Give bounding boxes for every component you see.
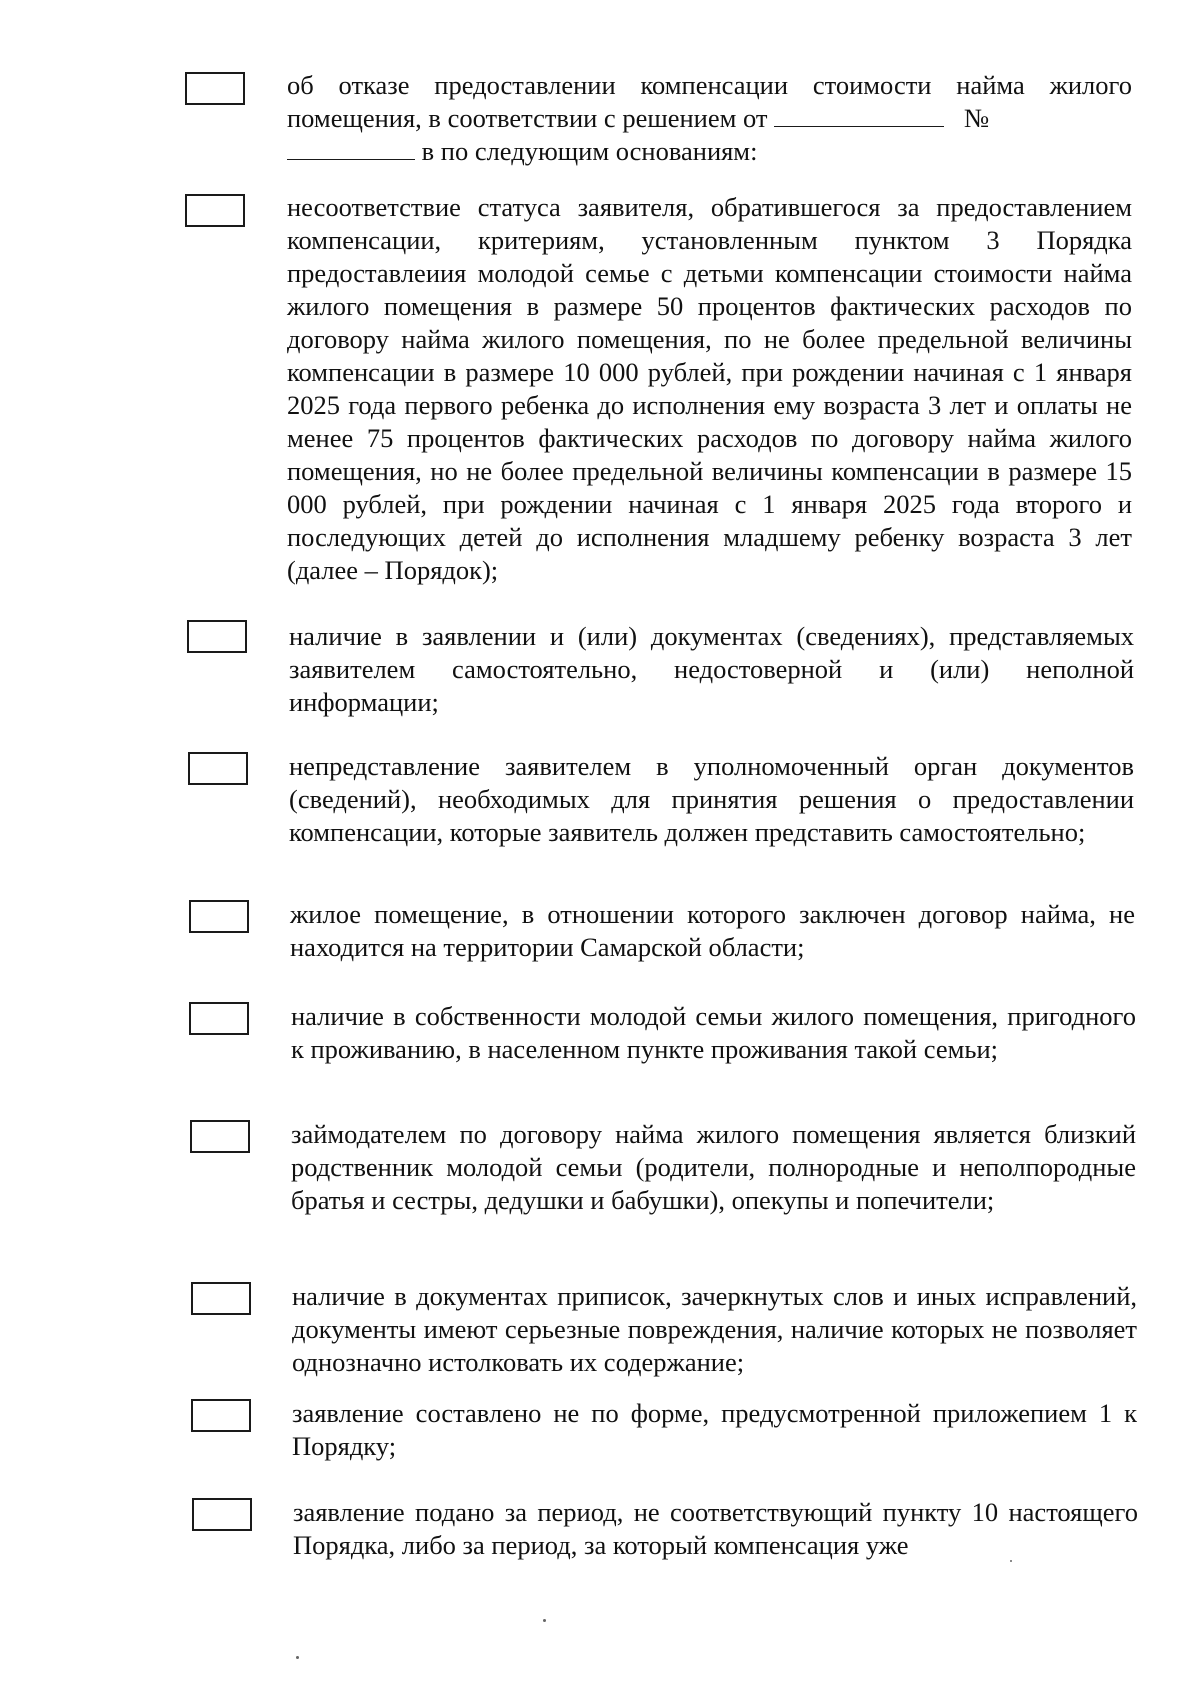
option-status-mismatch-text: несоответствие статуса заявителя, обратившегося за предоставлением компенсации, критериям, установленным пунктом 3 Порядка предоставлеиия молодой семье с детьми компенсации стоимости найма жилого помещения в размере 50 процентов фактических расходов по договору найма жилого помещения, по не более предельной величины компенсации в размере 10 000 рублей, при рождении начиная с 1 января 2025 года первого ребенка до исполнения ему возраста 3 лет и оплаты не менее 75 процентов фактических расходов по договору найма жилого помещения, но не более предельной величины компенсации в размере 15 000 рублей, при рождении начиная с 1 января 2025 года второго и последующих детей до исполнения младшему ребенку возраста 3 лет (далее – Порядок); <box>287 192 1132 585</box>
checkbox-refusal[interactable] <box>185 72 245 105</box>
option-refusal-text-after: в по следующим основаниям: <box>415 136 758 166</box>
checkbox-outside-region[interactable] <box>189 900 249 933</box>
option-refusal-text <box>287 69 1132 168</box>
checkbox-wrong-period[interactable] <box>192 1498 252 1531</box>
number-blank[interactable] <box>287 137 415 160</box>
option-corrections-text: наличие в документах приписок, зачеркнутых слов и иных исправлений, документы имеют серьезные повреждения, наличие которых не позволяет однозначно истолковать их содержание; <box>292 1281 1137 1377</box>
checkbox-unreliable-info[interactable] <box>187 620 247 653</box>
option-relative-landlord-text: займодателем по договору найма жилого помещения является близкий родственник молодой семьи (родители, полнородные и неполпородные братья и сестры, дедушки и бабушки), опекупы и попечители; <box>291 1119 1136 1215</box>
checkbox-corrections[interactable] <box>191 1282 251 1315</box>
scan-speck <box>543 1619 546 1622</box>
checkbox-missing-documents[interactable] <box>188 752 248 785</box>
option-refusal-text-before: об отказе предоставлении компенсации стоимости найма жилого помещения, в соответствии с решением от <box>287 70 1132 133</box>
scan-speck <box>296 1656 299 1659</box>
checkbox-relative-landlord[interactable] <box>190 1120 250 1153</box>
option-unreliable-info-text: наличие в заявлении и (или) документах (сведениях), представляемых заявителем самостоятельно, недостоверной и (или) неполной информации; <box>289 621 1134 717</box>
date-blank[interactable] <box>774 104 944 127</box>
checkbox-wrong-form[interactable] <box>191 1399 251 1432</box>
option-missing-documents-text: непредставление заявителем в уполномоченный орган документов (сведений), необходимых для принятия решения о предоставлении компенсации, которые заявитель должен представить самостоятельно; <box>289 751 1134 847</box>
checkbox-owns-housing[interactable] <box>189 1002 249 1035</box>
option-outside-region-text: жилое помещение, в отношении которого заключен договор найма, не находится на территории Самарской области; <box>290 899 1135 962</box>
scan-speck <box>1010 1560 1012 1562</box>
number-sign: № <box>964 103 990 133</box>
checkbox-status-mismatch[interactable] <box>185 194 245 227</box>
option-wrong-period-text: заявление подано за период, не соответствующий пункту 10 настоящего Порядка, либо за период, за который компенсация уже <box>293 1497 1138 1560</box>
option-owns-housing-text: наличие в собственности молодой семьи жилого помещения, пригодного к проживанию, в населенном пункте проживания такой семьи; <box>291 1001 1136 1064</box>
option-wrong-form-text: заявление составлено не по форме, предусмотренной приложепием 1 к Порядку; <box>292 1398 1137 1461</box>
